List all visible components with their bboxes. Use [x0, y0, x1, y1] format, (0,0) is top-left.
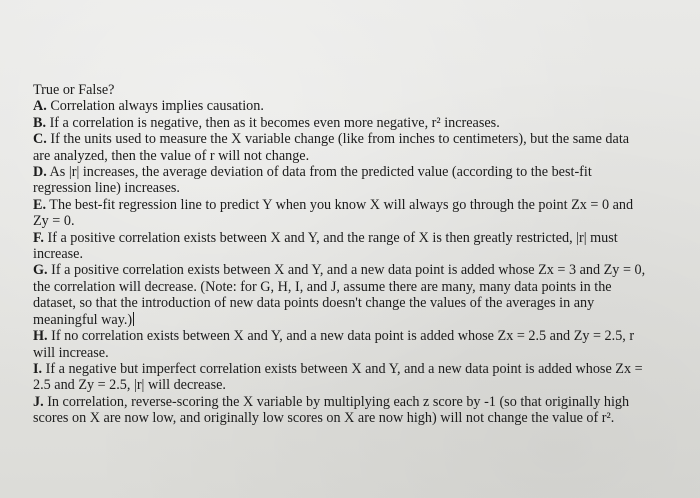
statement-d-continued: regression line) increases.: [33, 180, 180, 197]
statement-letter: I.: [33, 360, 43, 377]
statement-j: J. In correlation, reverse-scoring the X variable by multiplying each z score by -1 (so that originally high: [33, 393, 630, 410]
statement-f: F. If a positive correlation exists between X and Y, and the range of X is then greatly restricted, |r| must: [33, 229, 618, 246]
statement-g-continued-2: dataset, so that the introduction of new data points doesn't change the values of the averages in any: [33, 295, 595, 312]
statement-letter: E.: [33, 196, 47, 213]
statement-letter: D.: [33, 164, 47, 181]
question-heading: True or False?: [33, 82, 115, 98]
statement-f-continued: increase.: [33, 246, 84, 263]
text-cursor: [133, 312, 134, 326]
statement-g-continued-3-text: meaningful way.): [33, 311, 133, 328]
statement-j-continued: scores on X are now low, and originally low scores on X are now high) will not change the value of r².: [33, 410, 615, 427]
statement-a: A. Correlation always implies causation.: [33, 98, 264, 115]
statement-i-continued: 2.5 and Zy = 2.5, |r| will decrease.: [33, 377, 226, 394]
statement-letter: B.: [33, 114, 47, 131]
statement-c: C. If the units used to measure the X variable change (like from inches to centimeters), but the same data: [33, 131, 630, 148]
statement-c-continued: are analyzed, then the value of r will not change.: [33, 147, 310, 164]
statement-e-continued: Zy = 0.: [33, 213, 75, 230]
statement-letter: A.: [33, 98, 47, 115]
statement-g-continued-1: the correlation will decrease. (Note: for G, H, I, and J, assume there are many, many data points in the: [33, 278, 612, 295]
statement-letter: F.: [33, 229, 44, 246]
statement-letter: H.: [33, 328, 48, 345]
statement-b: B. If a correlation is negative, then as it becomes even more negative, r² increases.: [33, 114, 500, 131]
statement-d: D. As |r| increases, the average deviation of data from the predicted value (according to the best-fit: [33, 164, 592, 181]
statement-g-continued-3: [33, 312, 673, 328]
statement-h: H. If no correlation exists between X and Y, and a new data point is added whose Zx = 2.5 and Zy = 2.5, r: [33, 328, 635, 345]
statement-letter: G.: [33, 262, 48, 279]
statement-h-continued: will increase.: [33, 344, 109, 361]
statement-e: E. The best-fit regression line to predict Y when you know X will always go through the point Zx = 0 and: [33, 196, 634, 213]
statement-letter: J.: [33, 393, 44, 410]
statement-letter: C.: [33, 131, 47, 148]
statement-g: G. If a positive correlation exists between X and Y, and a new data point is added whose Zx = 3 and Zy = 0,: [33, 262, 646, 279]
question-text-block: [33, 82, 673, 427]
statement-i: I. If a negative but imperfect correlation exists between X and Y, and a new data point is added whose Zx =: [33, 360, 643, 377]
